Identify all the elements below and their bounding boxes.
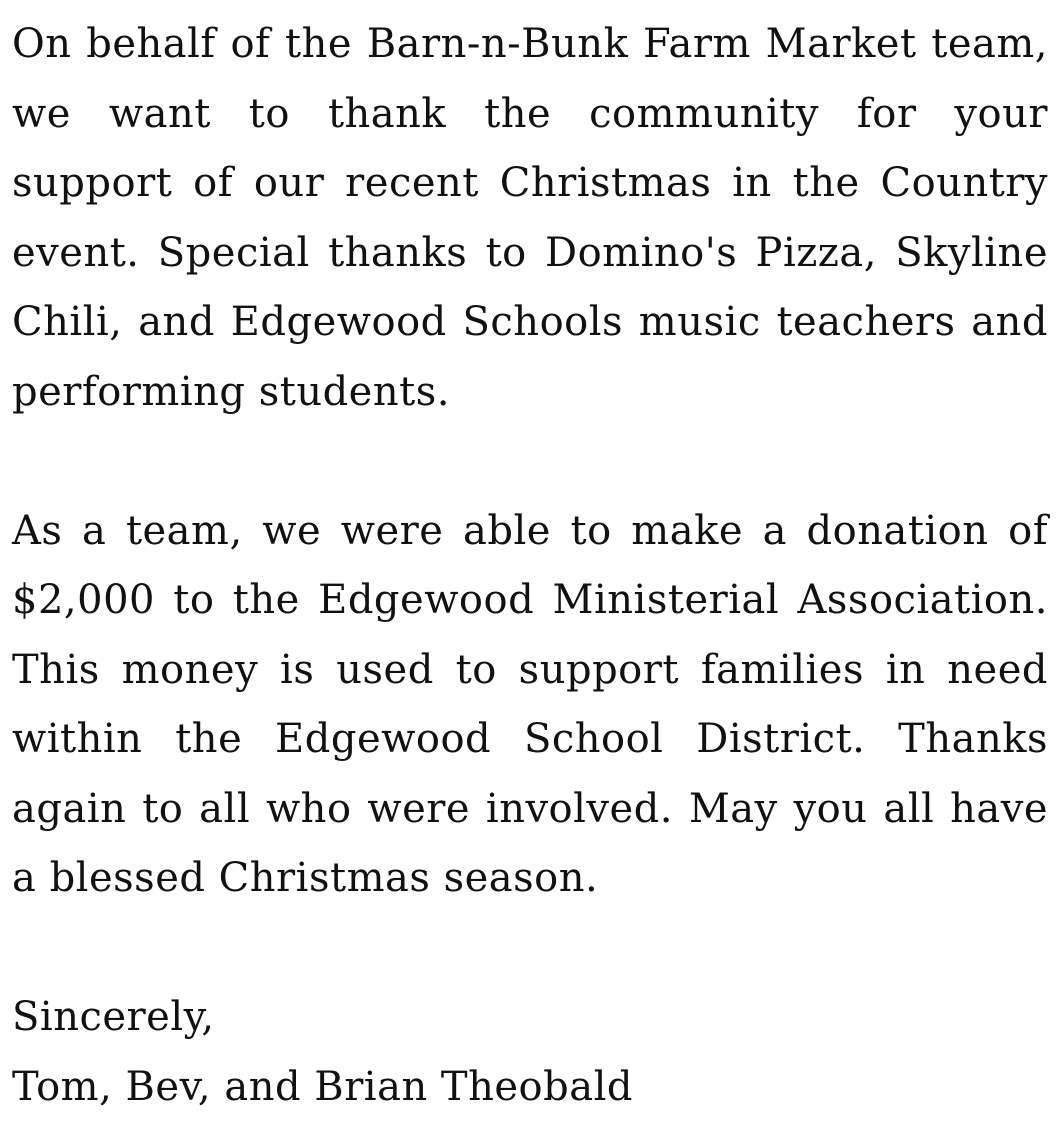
letter-signature: Tom, Bev, and Brian Theobald [12,1053,1048,1122]
thank-you-letter [12,10,1048,1122]
letter-closing-block [12,983,1048,1122]
letter-closing: Sincerely, [12,983,1048,1053]
letter-paragraph-donation: As a team, we were able to make a donation of $2,000 to the Edgewood Ministerial Association. This money is used to support families in need within the Edgewood School District. Thanks again to all who were involved. May you all have a blessed Christmas season. [12,497,1048,914]
letter-paragraph-thanks: On behalf of the Barn-n-Bunk Farm Market team, we want to thank the community for your support of our recent Christmas in the Country event. Special thanks to Domino's Pizza, Skyline Chili, and Edgewood Schools music teachers and performing students. [12,10,1048,427]
